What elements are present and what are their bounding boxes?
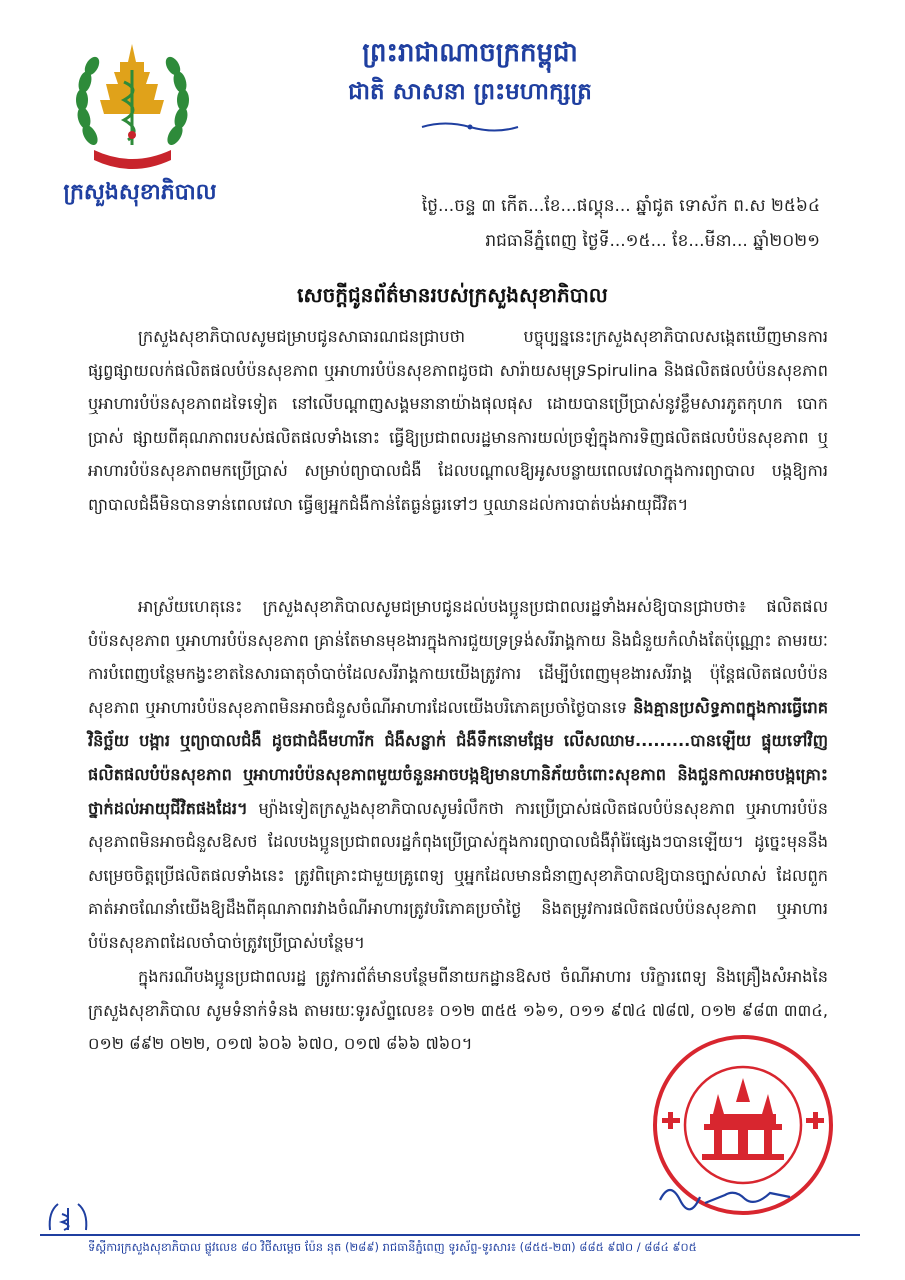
paragraph-2-emphasis: និងគ្មានប្រសិទ្ធភាពក្នុងការធ្វើរោគវិនិច្ឆ័យ បង្ការ ឬព្យាបាលជំងឺ ដូចជាជំងឺមហារីក ជំងឺសន្លាក់ ជំងឺទឹកនោមផ្អែម លើសឈាម.........បានឡើយ ផ្ទុយទៅវិញផលិតផលបំប៉នសុខភាព ឬអាហារបំប៉នសុខភាពមួយចំនួនអាចបង្កឱ្យមានហានិភ័យចំពោះសុខភាព និងជួនកាលអាចបង្កគ្រោះថ្នាក់ដល់អាយុជីវិតផងដែរ។	[88, 697, 828, 818]
ministry-emblem-icon	[70, 40, 195, 175]
solar-date-line: រាជធានីភ្នំពេញ ថ្ងៃទី...១៥... ខែ...មីនា... ឆ្នាំ២០២១	[485, 231, 820, 251]
footer-address: ទីស្តីការក្រសួងសុខាភិបាល ផ្លូវលេខ ៨០ វិថីសម្តេច ប៉ែន នុត (២៨៩) រាជធានីភ្នំពេញ ទូរស័ព្ទ-ទូរសារ៖ (៨៥៥-២៣) ៨៨៥ ៩៧០ / ៨៨៤ ៩០៥	[88, 1240, 697, 1254]
document-title: សេចក្តីជូនព័ត៌មានរបស់ក្រសួងសុខាភិបាល	[297, 283, 608, 307]
footer-divider	[40, 1234, 860, 1236]
signature-icon	[655, 1175, 795, 1215]
paragraph-3: ក្នុងករណីបងប្អូនប្រជាពលរដ្ឋ ត្រូវការព័ត៌មានបន្ថែមពីនាយកដ្ឋានឱសថ ចំណីអាហារ បរិក្ខារពេទ្យ និងគ្រឿងសំអាងនៃក្រសួងសុខាភិបាល សូមទំនាក់ទំនង តាមរយៈទូរស័ព្ទលេខ៖ ០១២ ៣៥៥ ១៦១, ០១១ ៩៧៤ ៧៨៧, ០១២ ៩៨៣ ៣៣៤, ០១២ ៨៩២ ០២២, ០១៧ ៦០៦ ៦៧០, ០១៧ ៨៦៦ ៧៦០។	[88, 967, 828, 1054]
national-motto: ជាតិ សាសនា ព្រះមហាក្សត្រ	[348, 79, 592, 105]
paragraph-2-intro: អាស្រ័យហេតុនេះ ក្រសួងសុខាភិបាលសូមជម្រាបជូនដល់បងប្អូនប្រជាពលរដ្ឋទាំងអស់ឱ្យបានជ្រាបថា៖ ផលិតផលបំប៉នសុខភាព ឬអាហារបំប៉នសុខភាព គ្រាន់តែមានមុខងារក្នុងការជួយទ្រទ្រង់សរីរាង្គកាយ និងជំនួយកំលាំងតែប៉ុណ្ណោះ តាមរយៈការបំពេញបន្ថែមកង្វះខាតនៃសារធាតុចាំបាច់ដែលសរីរាង្គកាយយើងត្រូវការ ដើម្បីបំពេញមុខងារសរីរាង្គ ប៉ុន្តែផលិតផលបំប៉នសុខភាព ឬអាហារបំប៉នសុខភាពមិនអាចជំនួសចំណីអាហារដែលយើងបរិភោគប្រចាំថ្ងៃបានទេ	[88, 597, 828, 717]
ministry-name: ក្រសួងសុខាភិបាល	[63, 180, 217, 205]
paragraph-2	[88, 590, 828, 960]
kingdom-heading: ព្រះរាជាណាចក្រកម្ពុជា	[362, 38, 578, 68]
paragraph-2-reminder: ម្យ៉ាងទៀតក្រសួងសុខាភិបាលសូមរំលឹកថា ការប្រើប្រាស់ផលិតផលបំប៉នសុខភាព ឬអាហារបំប៉នសុខភាពមិនអាចជំនួសឱសថ ដែលបងប្អូនប្រជាពលរដ្ឋកំពុងប្រើប្រាស់ក្នុងការព្យាបាលជំងឺរ៉ាំរ៉ៃផ្សេងៗបានឡើយ។ ដូច្នេះមុននឹងសម្រេចចិត្តប្រើផលិតផលទាំងនេះ ត្រូវពិគ្រោះជាមួយគ្រូពេទ្យ ឬអ្នកដែលមានជំនាញសុខាភិបាលឱ្យបានច្បាស់លាស់ ដែលពួកគាត់អាចណែនាំយើងឱ្យដឹងពីគុណភាពរវាងចំណីអាហារត្រូវបរិភោគប្រចាំថ្ងៃ និងតម្រូវការផលិតផលបំប៉នសុខភាព ឬអាហារបំប៉នសុខភាពដែលចាំបាច់ត្រូវប្រើប្រាស់បន្ថែម។	[88, 798, 828, 952]
lunar-date-line: ថ្ងៃ...ចន្ទ ៣ កើត...ខែ...ផល្គុន... ឆ្នាំជូត ទោស័ក ព.ស ២៥៦៤	[421, 196, 820, 216]
paragraph-1: ក្រសួងសុខាភិបាលសូមជម្រាបជូនសាធារណជនជ្រាបថា បច្ចុប្បន្ននេះក្រសួងសុខាភិបាលសង្កេតឃើញមានការផ្សព្វផ្សាយលក់ផលិតផលបំប៉នសុខភាព ឬអាហារបំប៉នសុខភាពដូចជា សារ៉ាយសមុទ្រSpirulina និងផលិតផលបំប៉នសុខភាព ឬអាហារបំប៉នសុខភាពដទៃទៀត នៅលើបណ្តាញសង្គមនានាយ៉ាងផុលផុស ដោយបានប្រើប្រាស់នូវខ្លឹមសារភូតកុហក បោកប្រាស់ ផ្សាយពីគុណភាពរបស់ផលិតផលទាំងនោះ ធ្វើឱ្យប្រជាពលរដ្ឋមានការយល់ច្រឡំក្នុងការទិញផលិតផលបំប៉នសុខភាព ឬអាហារបំប៉នសុខភាពមកប្រើប្រាស់ សម្រាប់ព្យាបាលជំងឺ ដែលបណ្តាលឱ្យអូសបន្លាយពេលវេលាក្នុងការព្យាបាល បង្កឱ្យការព្យាបាលជំងឺមិនបានទាន់ពេលវេលា ធ្វើឲ្យអ្នកជំងឺកាន់តែធ្ងន់ធ្ងរទៅៗ ឬឈានដល់ការបាត់បង់អាយុជីវិត។	[88, 327, 828, 514]
ornament-divider-icon	[420, 120, 520, 134]
footer-emblem-icon	[44, 1200, 92, 1234]
